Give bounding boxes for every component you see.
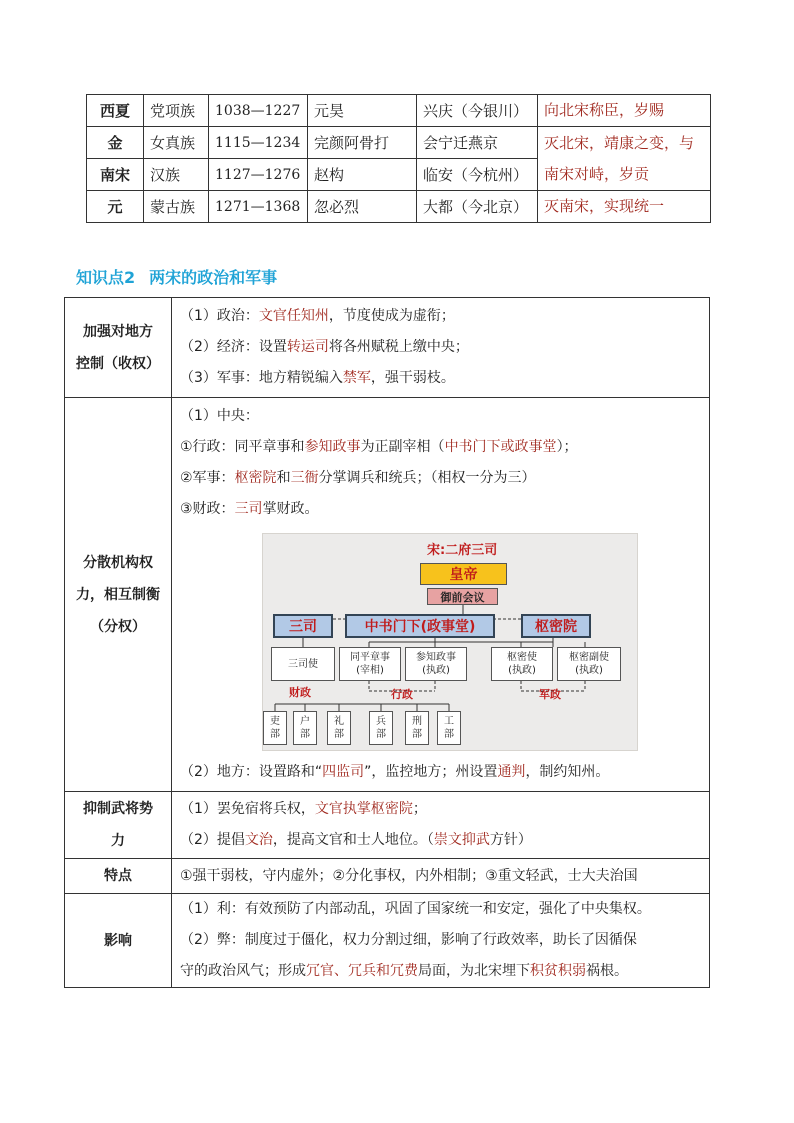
text: ，强干弱枝。 xyxy=(370,370,455,386)
capital-cell: 会宁迁燕京 xyxy=(417,127,538,159)
text: 为正副宰相（ xyxy=(360,439,445,455)
table-row xyxy=(65,894,710,988)
box-line: (执政) xyxy=(508,665,536,676)
text: ，提高文官和士人地位。（ xyxy=(272,832,434,848)
text: 掌财政。 xyxy=(262,501,319,517)
text: 和 xyxy=(276,470,291,486)
relation-line: 南宋对峙，岁贡 xyxy=(544,164,650,183)
text: （2）地方：设置路和“ xyxy=(180,764,323,780)
content-line xyxy=(180,825,705,856)
row-label-line: 加强对地方 xyxy=(83,323,153,340)
box-line: 枢密使 xyxy=(507,652,537,663)
junzheng-label: 军政 xyxy=(539,688,561,701)
box-line: 工 xyxy=(444,716,454,727)
table-row xyxy=(87,191,711,223)
row-label-line: 控制（收权） xyxy=(76,355,160,372)
sansi-box: 三司 xyxy=(273,614,333,638)
tongping-box xyxy=(339,647,401,681)
row-label: 特点 xyxy=(65,859,172,894)
key-term: 崇文抑武 xyxy=(433,832,490,848)
content-line: （2）弊：制度过于僵化，权力分割过细，影响了行政效率，助长了因循保 xyxy=(180,932,637,948)
org-chart-title: 宋:二府三司 xyxy=(427,543,498,558)
zhongshu-box: 中书门下(政事堂) xyxy=(345,614,495,638)
key-term: 积贫积弱 xyxy=(530,963,586,979)
section-number: 知识点2 xyxy=(76,268,136,287)
years-cell: 1038—1227 xyxy=(209,95,308,127)
text: ①行政：同平章事和 xyxy=(180,439,305,455)
box-line: 同平章事 xyxy=(350,652,390,663)
content-line xyxy=(180,463,705,494)
ethnic-cell: 汉族 xyxy=(144,159,209,191)
text: （3）军事：地方精锐编入 xyxy=(180,370,343,386)
text: 祸根。 xyxy=(586,963,628,979)
row-label-line: 抑制武将势 xyxy=(83,801,153,817)
table-row xyxy=(65,792,710,859)
key-term: 参知政事 xyxy=(304,439,361,455)
text: 守的政治风气；形成 xyxy=(180,963,306,979)
box-line: 兵 xyxy=(376,716,386,727)
box-line: 吏 xyxy=(270,716,280,727)
council-box: 御前会议 xyxy=(427,588,498,605)
table-row xyxy=(87,127,711,159)
box-line: 参知政事 xyxy=(416,652,456,663)
capital-cell: 大都（今北京） xyxy=(417,191,538,223)
key-term: 通判 xyxy=(497,764,526,780)
key-term: 三司 xyxy=(234,501,263,517)
row-label: 影响 xyxy=(65,894,172,988)
box-line: 部 xyxy=(270,729,280,740)
canzhi-box xyxy=(405,647,467,681)
text: （1）政治： xyxy=(180,308,259,324)
text: ”，监控地方；州设置 xyxy=(364,764,498,780)
table-row xyxy=(65,859,710,894)
text: ③财政： xyxy=(180,501,235,517)
content-line: ①强干弱枝，守内虚外；②分化事权，内外相制；③重文轻武，士大夫治国 xyxy=(180,867,638,884)
dept-box xyxy=(405,711,429,745)
text: （2）经济：设置 xyxy=(180,339,287,355)
key-term: 转运司 xyxy=(286,339,329,355)
content-line xyxy=(180,332,705,363)
content-line xyxy=(180,794,705,825)
years-cell: 1127—1276 xyxy=(209,159,308,191)
content-line xyxy=(180,363,705,394)
key-term: 禁军 xyxy=(342,370,371,386)
box-line: 部 xyxy=(376,729,386,740)
relation-cell: 向北宋称臣，岁赐 xyxy=(538,95,711,127)
row-label-line: 力，相互制衡 xyxy=(76,586,160,603)
box-line: (执政) xyxy=(575,665,603,676)
dynasty-cell: 金 xyxy=(87,127,144,159)
text: ，节度使成为虚衔； xyxy=(328,308,455,324)
box-line: 礼 xyxy=(334,716,344,727)
relation-line: 灭北宋，靖康之变，与 xyxy=(544,133,695,152)
text: ，制约知州。 xyxy=(525,764,610,780)
key-term: 冗官、冗兵和冗费 xyxy=(306,963,418,979)
box-line: 枢密副使 xyxy=(569,652,609,663)
section-title: 两宋的政治和军事 xyxy=(149,268,278,287)
text: （2）提倡 xyxy=(180,832,245,848)
box-line: (宰相) xyxy=(356,665,384,676)
content-line: （1）利：有效预防了内部动乱，巩固了国家统一和安定，强化了中央集权。 xyxy=(180,901,651,917)
dept-box xyxy=(327,711,351,745)
key-term: 文治 xyxy=(244,832,273,848)
founder-cell: 元昊 xyxy=(308,95,417,127)
box-line: (执政) xyxy=(422,665,450,676)
key-term: 三衙 xyxy=(290,470,319,486)
text: 方针） xyxy=(489,832,532,848)
text: （1）罢免宿将兵权， xyxy=(180,801,315,817)
founder-cell: 赵构 xyxy=(308,159,417,191)
text: 将各州赋税上缴中央； xyxy=(328,339,469,355)
box-line: 户 xyxy=(300,716,310,727)
capital-cell: 临安（今杭州） xyxy=(417,159,538,191)
row-label xyxy=(65,298,172,398)
content-line xyxy=(180,432,705,463)
text: ②军事： xyxy=(180,470,235,486)
row-content xyxy=(172,298,710,398)
dept-box xyxy=(369,711,393,745)
founder-cell: 完颜阿骨打 xyxy=(308,127,417,159)
key-term: 文官任知州 xyxy=(258,308,329,324)
section-heading xyxy=(76,265,277,288)
emperor-box: 皇帝 xyxy=(420,563,507,585)
dynasty-table xyxy=(86,94,711,223)
box-line: 部 xyxy=(412,729,422,740)
dynasty-cell: 西夏 xyxy=(87,95,144,127)
table-row xyxy=(65,298,710,398)
content-line xyxy=(180,956,705,987)
row-content xyxy=(172,894,710,988)
dept-box xyxy=(437,711,461,745)
shumi-box: 枢密院 xyxy=(521,614,591,638)
table-row xyxy=(65,398,710,792)
shumishi-box xyxy=(491,647,553,681)
content-line: （1）中央： xyxy=(180,408,259,424)
ethnic-cell: 党项族 xyxy=(144,95,209,127)
years-cell: 1271—1368 xyxy=(209,191,308,223)
row-label-line: （分权） xyxy=(90,618,146,635)
row-label-line: 分散机构权 xyxy=(83,554,153,571)
relation-cell: 灭南宋，实现统一 xyxy=(538,191,711,223)
text: 分掌调兵和统兵；（相权一分为三） xyxy=(318,470,536,486)
box-line: 部 xyxy=(334,729,344,740)
key-term: 枢密院 xyxy=(234,470,277,486)
ethnic-cell: 蒙古族 xyxy=(144,191,209,223)
ethnic-cell: 女真族 xyxy=(144,127,209,159)
box-line: 刑 xyxy=(412,716,422,727)
relation-cell xyxy=(538,127,711,191)
org-chart-image xyxy=(262,533,638,751)
key-term: 四监司 xyxy=(322,764,365,780)
dynasty-cell: 元 xyxy=(87,191,144,223)
text: ； xyxy=(412,801,427,817)
xingzheng-label: 行政 xyxy=(391,688,413,701)
dept-box xyxy=(263,711,287,745)
founder-cell: 忽必烈 xyxy=(308,191,417,223)
row-label-line: 力 xyxy=(111,833,125,849)
capital-cell: 兴庆（今银川） xyxy=(417,95,538,127)
box-line: 部 xyxy=(444,729,454,740)
years-cell: 1115—1234 xyxy=(209,127,308,159)
row-content xyxy=(172,859,710,894)
sansishi-box: 三司使 xyxy=(271,647,335,681)
row-content xyxy=(172,398,710,792)
text: 局面，为北宋埋下 xyxy=(418,963,530,979)
knowledge-table xyxy=(64,297,710,988)
shumifu-box xyxy=(557,647,621,681)
dynasty-cell: 南宋 xyxy=(87,159,144,191)
row-label xyxy=(65,398,172,792)
row-content xyxy=(172,792,710,859)
content-line xyxy=(180,757,705,788)
caizheng-label: 财政 xyxy=(289,686,311,699)
row-label xyxy=(65,792,172,859)
content-line xyxy=(180,494,705,525)
box-line: 部 xyxy=(300,729,310,740)
table-row xyxy=(87,95,711,127)
content-line xyxy=(180,301,705,332)
key-term: 文官执掌枢密院 xyxy=(314,801,413,817)
text: ）； xyxy=(556,439,578,455)
key-term: 中书门下或政事堂 xyxy=(444,439,557,455)
dept-box xyxy=(293,711,317,745)
